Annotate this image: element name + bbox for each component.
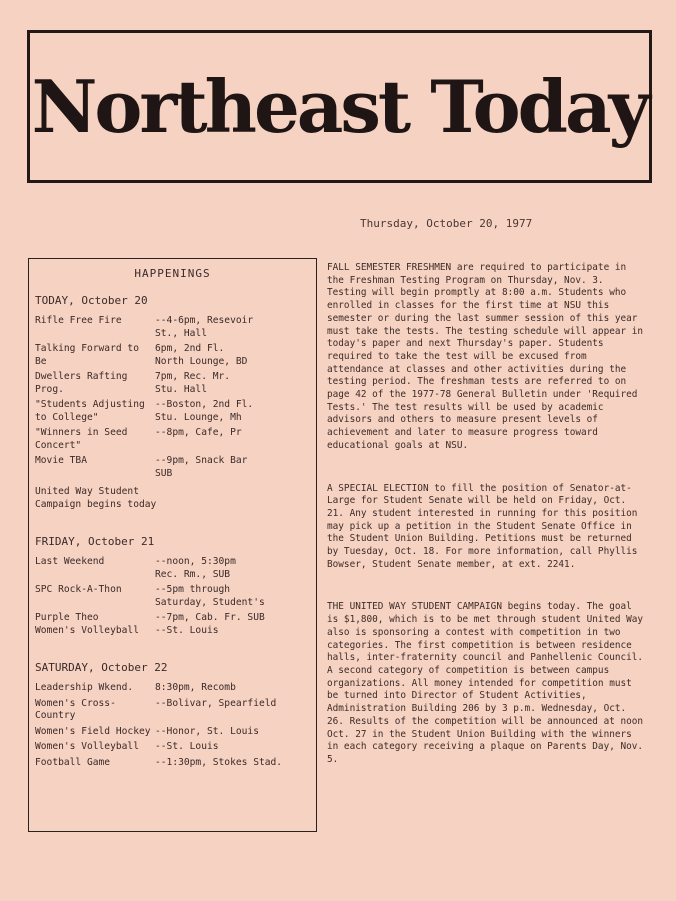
event-name: Leadership Wkend. <box>35 682 134 693</box>
event-detail: 6pm, 2nd Fl. North Lounge, BD <box>155 343 248 367</box>
day-block <box>35 294 310 511</box>
event-name: "Winners in Seed Concert" <box>35 427 128 451</box>
event-detail: --1:30pm, Stokes Stad. <box>155 756 283 768</box>
masthead-title: Northeast Today <box>31 63 648 149</box>
issue-date: Thursday, October 20, 1977 <box>360 217 533 230</box>
event-name: Football Game <box>35 756 111 768</box>
day-heading: TODAY, October 20 <box>35 294 148 307</box>
day-block <box>35 535 310 637</box>
event-name: Talking Forward to Be <box>35 343 139 367</box>
event-name: Women's Volleyball <box>35 741 139 752</box>
day-heading: SATURDAY, October 22 <box>35 661 168 674</box>
event-detail: 8:30pm, Recomb <box>155 682 236 693</box>
event-row <box>35 556 310 581</box>
event-name: Women's Field Hockey <box>35 725 151 737</box>
event-detail: --9pm, Snack Bar SUB <box>155 455 248 479</box>
event-detail: --St. Louis <box>155 741 219 752</box>
event-row <box>35 399 310 424</box>
event-row <box>35 741 310 754</box>
event-row <box>35 427 310 452</box>
masthead <box>27 30 652 183</box>
event-detail: --Honor, St. Louis <box>155 725 259 737</box>
event-row <box>35 612 310 637</box>
event-detail: --Boston, 2nd Fl. Stu. Lounge, Mh <box>155 399 254 423</box>
event-row <box>35 371 310 396</box>
event-name: Women's Cross-Country <box>35 697 116 721</box>
event-name: Last Weekend <box>35 556 105 567</box>
happenings-title: HAPPENINGS <box>134 267 211 280</box>
event-detail: --5pm through Saturday, Student's <box>155 584 265 608</box>
event-row <box>35 315 310 340</box>
event-row <box>35 584 310 609</box>
event-row <box>35 698 310 723</box>
event-name: SPC Rock-A-Thon <box>35 584 122 595</box>
event-row <box>35 726 310 739</box>
event-detail: 7pm, Rec. Mr. Stu. Hall <box>155 371 231 395</box>
event-row <box>35 757 310 770</box>
day-block <box>35 661 310 769</box>
event-name: Purple Theo Women's Volleyball <box>35 612 139 636</box>
event-name: Dwellers Rafting Prog. <box>35 371 128 395</box>
article-paragraph: FALL SEMESTER FRESHMEN are required to participate in the Freshman Testing Program on Thursday, Nov. 3. Testing will begin promptly at 8:00 a.m. Students who enrolled in classes for the first time at NSU this semester or during the last summer session of this year must take the tests. The testing schedule will appear in today's paper and next Thursday's paper. Students required to take the test will be excused from attendance at classes and other activities during the testing period. The freshman tests are referred to on page 42 of the 1977-78 General Bulletin under 'Required Tests.' The test results will be used by academic advisors and others to measure present levels of achievement and later to measure progress toward educational goals at NSU. <box>327 262 644 451</box>
day-heading: FRIDAY, October 21 <box>35 535 155 548</box>
event-detail: --8pm, Cafe, Pr <box>155 427 242 438</box>
article-paragraph: A SPECIAL ELECTION to fill the position of Senator-at-Large for Student Senate will be held on Friday, Oct. 21. Any student interested in running for this position may pick up a petition in the Student Senate Office in the Student Union Building. Petitions must be returned by Tuesday, Oct. 18. For more information, call Phyllis Bowser, Student Senate member, at ext. 2241. <box>327 482 638 570</box>
event-detail: --7pm, Cab. Fr. SUB --St. Louis <box>155 612 265 636</box>
event-row <box>35 682 310 695</box>
happenings-days <box>35 294 310 769</box>
event-name: Movie TBA <box>35 455 87 466</box>
event-note: United Way Student Campaign begins today <box>35 486 157 510</box>
event-detail: --Bolivar, Spearfield <box>155 697 277 709</box>
event-name: "Students Adjusting to College" <box>35 399 145 423</box>
event-row <box>35 455 310 480</box>
event-detail: --noon, 5:30pm Rec. Rm., SUB <box>155 556 236 580</box>
article-paragraph: THE UNITED WAY STUDENT CAMPAIGN begins today. The goal is $1,800, which is to be met through student United Way also is sponsoring a contest with competition in two categories. The first competition is between residence halls, inter-fraternity council and Panhellenic Council. A second category of competition is between campus organizations. All money intended for competition must be turned into Director of Student Activities, Administration Building 206 by 3 p.m. Wednesday, Oct. 26. Results of the competition will be announced at noon Oct. 27 in the Student Union Building with the winners in each category receiving a plaque on Parents Day, Nov. 5. <box>327 601 644 765</box>
event-row <box>35 343 310 368</box>
articles-column <box>327 262 645 797</box>
happenings-box <box>28 258 317 832</box>
event-name: Rifle Free Fire <box>35 315 122 326</box>
event-detail: --4-6pm, Resevoir St., Hall <box>155 315 254 339</box>
